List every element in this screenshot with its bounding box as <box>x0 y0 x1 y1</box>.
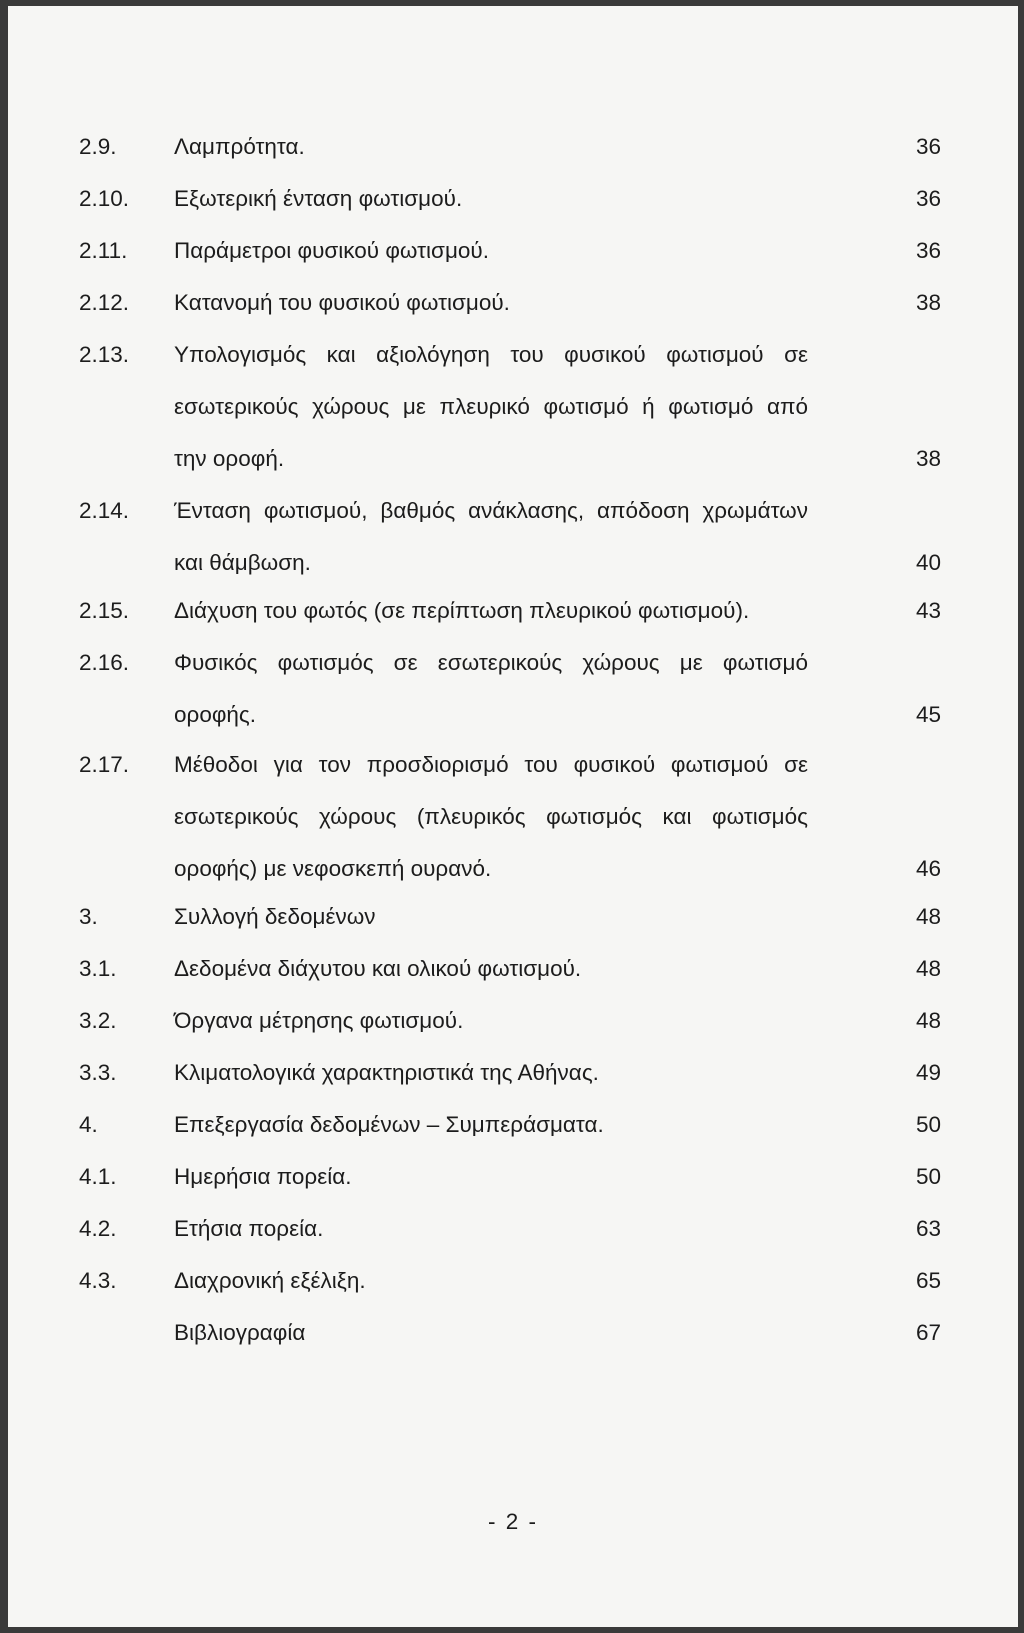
toc-entry-title-line: και θάμβωση. <box>174 550 311 575</box>
toc-entry-title-line: Επεξεργασία δεδομένων – Συμπεράσματα. <box>174 1112 604 1137</box>
toc-entry-title-line: την οροφή. <box>174 446 285 471</box>
toc-entry-title-line: οροφής) με νεφοσκεπή ουρανό. <box>174 856 492 881</box>
toc-entry-number: 4. <box>79 1112 98 1137</box>
toc-entry <box>8 1108 1018 1137</box>
toc-entry-number: 2.13. <box>79 342 130 367</box>
toc-entry-title-line: οροφής. <box>174 702 257 727</box>
toc-entry <box>8 338 1018 471</box>
toc-entry <box>8 494 1018 575</box>
toc-entry-page: 48 <box>915 1008 941 1033</box>
toc-entry-number: 2.16. <box>79 650 130 675</box>
toc-entry-title-line: εσωτερικούς χώρους με πλευρικό φωτισμό ή φωτισμό από <box>174 394 808 419</box>
toc-entry-title-line: Παράμετροι φυσικού φωτισμού. <box>174 238 489 263</box>
toc-entry-title-line: Ημερήσια πορεία. <box>174 1164 352 1189</box>
toc-entry-page: 38 <box>915 290 941 315</box>
toc-entry-title-line: Δεδομένα διάχυτου και ολικού φωτισμού. <box>174 956 582 981</box>
toc-entry-page: 46 <box>915 856 941 881</box>
toc-entry-page: 38 <box>915 446 941 471</box>
toc-entry-title-line: Φυσικός φωτισμός σε εσωτερικούς χώρους με φωτισμό <box>174 650 808 675</box>
toc-entry <box>8 1056 1018 1085</box>
toc-entry <box>8 900 1018 929</box>
toc-entry-number: 3. <box>79 904 98 929</box>
toc-entry-title-line: Όργανα μέτρησης φωτισμού. <box>174 1008 464 1033</box>
document-page <box>8 6 1018 1627</box>
toc-entry-title-line: Ένταση φωτισμού, βαθμός ανάκλασης, απόδοση χρωμάτων <box>174 498 808 523</box>
toc-entry <box>8 130 1018 159</box>
toc-entry-number: 2.10. <box>79 186 130 211</box>
toc-entry-page: 43 <box>915 598 941 623</box>
toc-entry-page: 50 <box>915 1112 941 1137</box>
toc-entry-number: 2.9. <box>79 134 117 159</box>
toc-entry <box>8 286 1018 315</box>
toc-entry-title-line: Υπολογισμός και αξιολόγηση του φυσικού φωτισμού σε <box>174 342 808 367</box>
toc-entry-number: 2.17. <box>79 752 130 777</box>
toc-entry-number: 4.3. <box>79 1268 117 1293</box>
toc-entry-title-line: Διάχυση του φωτός (σε περίπτωση πλευρικού φωτισμού). <box>174 598 750 623</box>
toc-entry-title-line: Μέθοδοι για τον προσδιορισμό του φυσικού φωτισμού σε <box>174 752 808 777</box>
toc-entry-number: 4.2. <box>79 1216 117 1241</box>
toc-entry <box>8 1160 1018 1189</box>
toc-entry <box>8 952 1018 981</box>
toc-entry-number: 2.15. <box>79 598 130 623</box>
toc-entry <box>8 1316 1018 1345</box>
toc-entry-title-line: Διαχρονική εξέλιξη. <box>174 1268 366 1293</box>
toc-entry-title-line: Βιβλιογραφία <box>174 1320 306 1345</box>
toc-entry <box>8 1264 1018 1293</box>
toc-entry-page: 50 <box>915 1164 941 1189</box>
page-number-footer: - 2 - <box>487 1509 538 1534</box>
toc-entry-page: 48 <box>915 904 941 929</box>
toc-entry-number: 2.12. <box>79 290 130 315</box>
toc-entry <box>8 1212 1018 1241</box>
toc-entry-title-line: Ετήσια πορεία. <box>174 1216 324 1241</box>
toc-entry <box>8 748 1018 881</box>
toc-entry-page: 36 <box>915 186 941 211</box>
toc-entry <box>8 234 1018 263</box>
toc-entry-page: 67 <box>915 1320 941 1345</box>
toc-entry-title-line: Κλιματολογικά χαρακτηριστικά της Αθήνας. <box>174 1060 599 1085</box>
toc-entry-page: 49 <box>915 1060 941 1085</box>
toc-entry-page: 65 <box>915 1268 941 1293</box>
toc-entry <box>8 1004 1018 1033</box>
toc-entry-page: 45 <box>915 702 941 727</box>
toc-entry <box>8 646 1018 727</box>
toc-entry-title-line: Κατανομή του φυσικού φωτισμού. <box>174 290 510 315</box>
toc-entry <box>8 594 1018 623</box>
toc-entry-number: 3.1. <box>79 956 117 981</box>
toc-entry-number: 4.1. <box>79 1164 117 1189</box>
toc-entry-page: 63 <box>915 1216 941 1241</box>
toc-entry-title-line: Λαμπρότητα. <box>174 134 305 159</box>
toc-entry-number: 2.14. <box>79 498 130 523</box>
toc-entry-number: 3.2. <box>79 1008 117 1033</box>
toc-entry-title-line: Εξωτερική ένταση φωτισμού. <box>174 186 463 211</box>
toc-entry-title-line: εσωτερικούς χώρους (πλευρικός φωτισμός και φωτισμός <box>174 804 808 829</box>
toc-entry-page: 36 <box>915 134 941 159</box>
toc-entry-number: 3.3. <box>79 1060 117 1085</box>
toc-entry-page: 48 <box>915 956 941 981</box>
toc-entry-title-line: Συλλογή δεδομένων <box>174 904 376 929</box>
toc-entry <box>8 182 1018 211</box>
toc-entry-page: 40 <box>915 550 941 575</box>
table-of-contents <box>8 6 1018 1627</box>
toc-entry-number: 2.11. <box>79 238 128 263</box>
toc-entry-page: 36 <box>915 238 941 263</box>
